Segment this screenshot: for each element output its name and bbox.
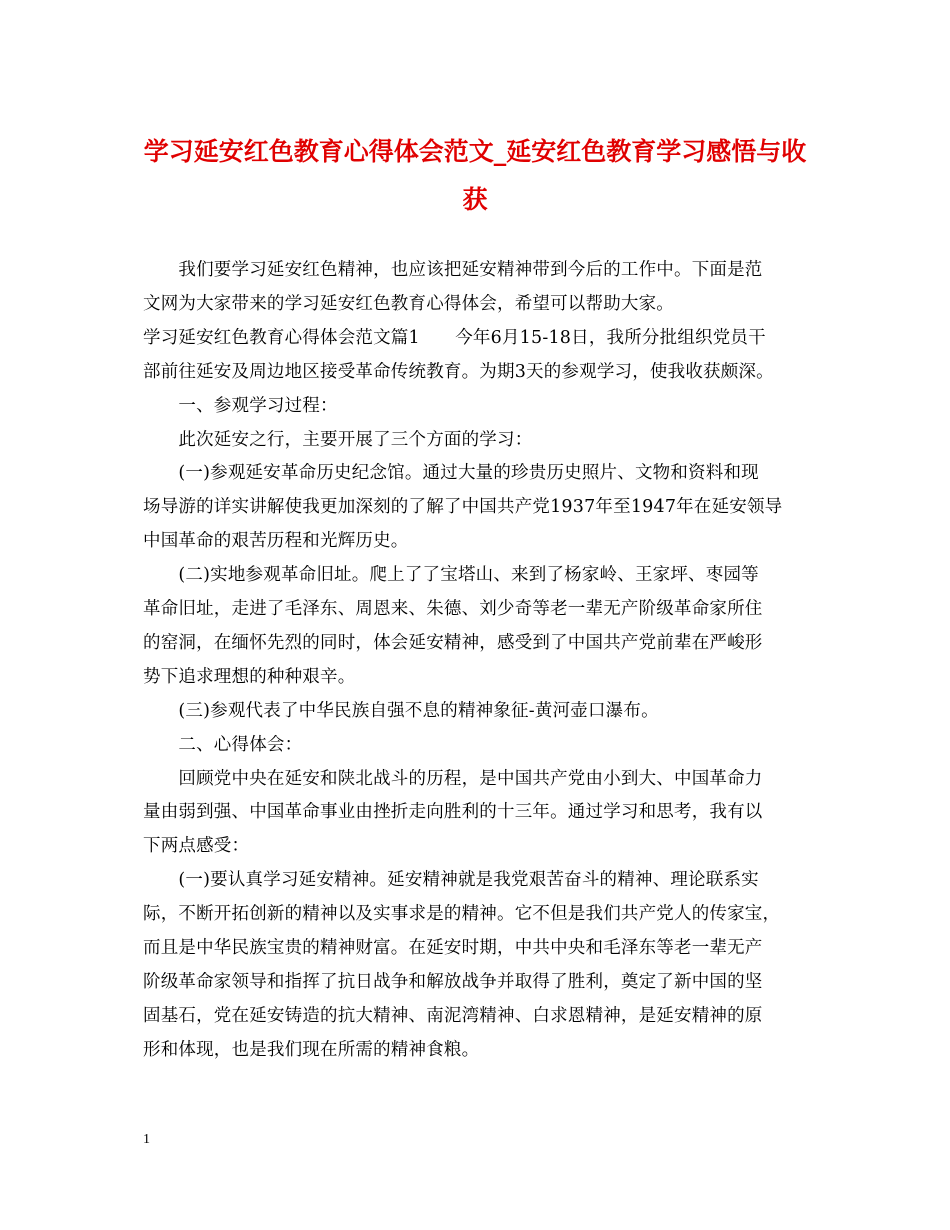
body-line: 量由弱到强、中国革命事业由挫折走向胜利的十三年。通过学习和思考，我有以	[143, 802, 763, 823]
body-line: (三)参观代表了中华民族自强不息的精神象征-黄河壶口瀑布。	[143, 700, 659, 721]
body-line: 场导游的详实讲解使我更加深刻的了解了中国共产党1937年至1947年在延安领导	[143, 497, 783, 518]
body-line: 固基石，党在延安铸造的抗大精神、南泥湾精神、白求恩精神，是延安精神的原	[143, 1005, 763, 1026]
body-line: 文网为大家带来的学习延安红色教育心得体会，希望可以帮助大家。	[143, 293, 674, 314]
body-line: 的窑洞，在缅怀先烈的同时，体会延安精神，感受到了中国共产党前辈在严峻形	[143, 632, 763, 653]
body-line: 回顾党中央在延安和陕北战斗的历程，是中国共产党由小到大、中国革命力	[143, 768, 763, 789]
body-line: 势下追求理想的种种艰辛。	[143, 666, 356, 687]
body-line: (一)要认真学习延安精神。延安精神就是我党艰苦奋斗的精神、理论联系实	[143, 870, 759, 891]
body-line: 二、心得体会：	[143, 734, 303, 755]
body-line: 部前往延安及周边地区接受革命传统教育。为期3天的参观学习，使我收获颇深。	[143, 361, 774, 382]
body-line: 中国革命的艰苦历程和光辉历史。	[143, 531, 409, 552]
document-title-line-1: 学习延安红色教育心得体会范文_延安红色教育学习感悟与收	[143, 137, 807, 166]
body-line: 革命旧址，走进了毛泽东、周恩来、朱德、刘少奇等老一辈无产阶级革命家所住	[143, 599, 763, 619]
body-line: 学习延安红色教育心得体会范文篇1 今年6月15-18日，我所分批组织党员干	[143, 327, 766, 348]
body-line: 形和体现，也是我们现在所需的精神食粮。	[143, 1039, 480, 1060]
body-line: 下两点感受：	[143, 836, 250, 857]
body-line: 我们要学习延安红色精神，也应该把延安精神带到今后的工作中。下面是范	[143, 260, 763, 280]
body-line: 一、参观学习过程：	[143, 395, 338, 416]
body-line: 际，不断开拓创新的精神以及实事求是的精神。它不但是我们共产党人的传家宝，	[143, 904, 781, 925]
page-number: 1	[143, 1132, 150, 1147]
body-line: (一)参观延安革命历史纪念馆。通过大量的珍贵历史照片、文物和资料和现	[143, 463, 759, 484]
body-line: 阶级革命家领导和指挥了抗日战争和解放战争并取得了胜利，奠定了新中国的坚	[143, 971, 763, 992]
body-line: (二)实地参观革命旧址。爬上了了宝塔山、来到了杨家岭、王家坪、枣园等	[143, 565, 759, 586]
body-line: 此次延安之行，主要开展了三个方面的学习：	[143, 429, 533, 450]
body-line: 而且是中华民族宝贵的精神财富。在延安时期，中共中央和毛泽东等老一辈无产	[143, 938, 763, 958]
document-title-line-2: 获	[462, 185, 488, 214]
